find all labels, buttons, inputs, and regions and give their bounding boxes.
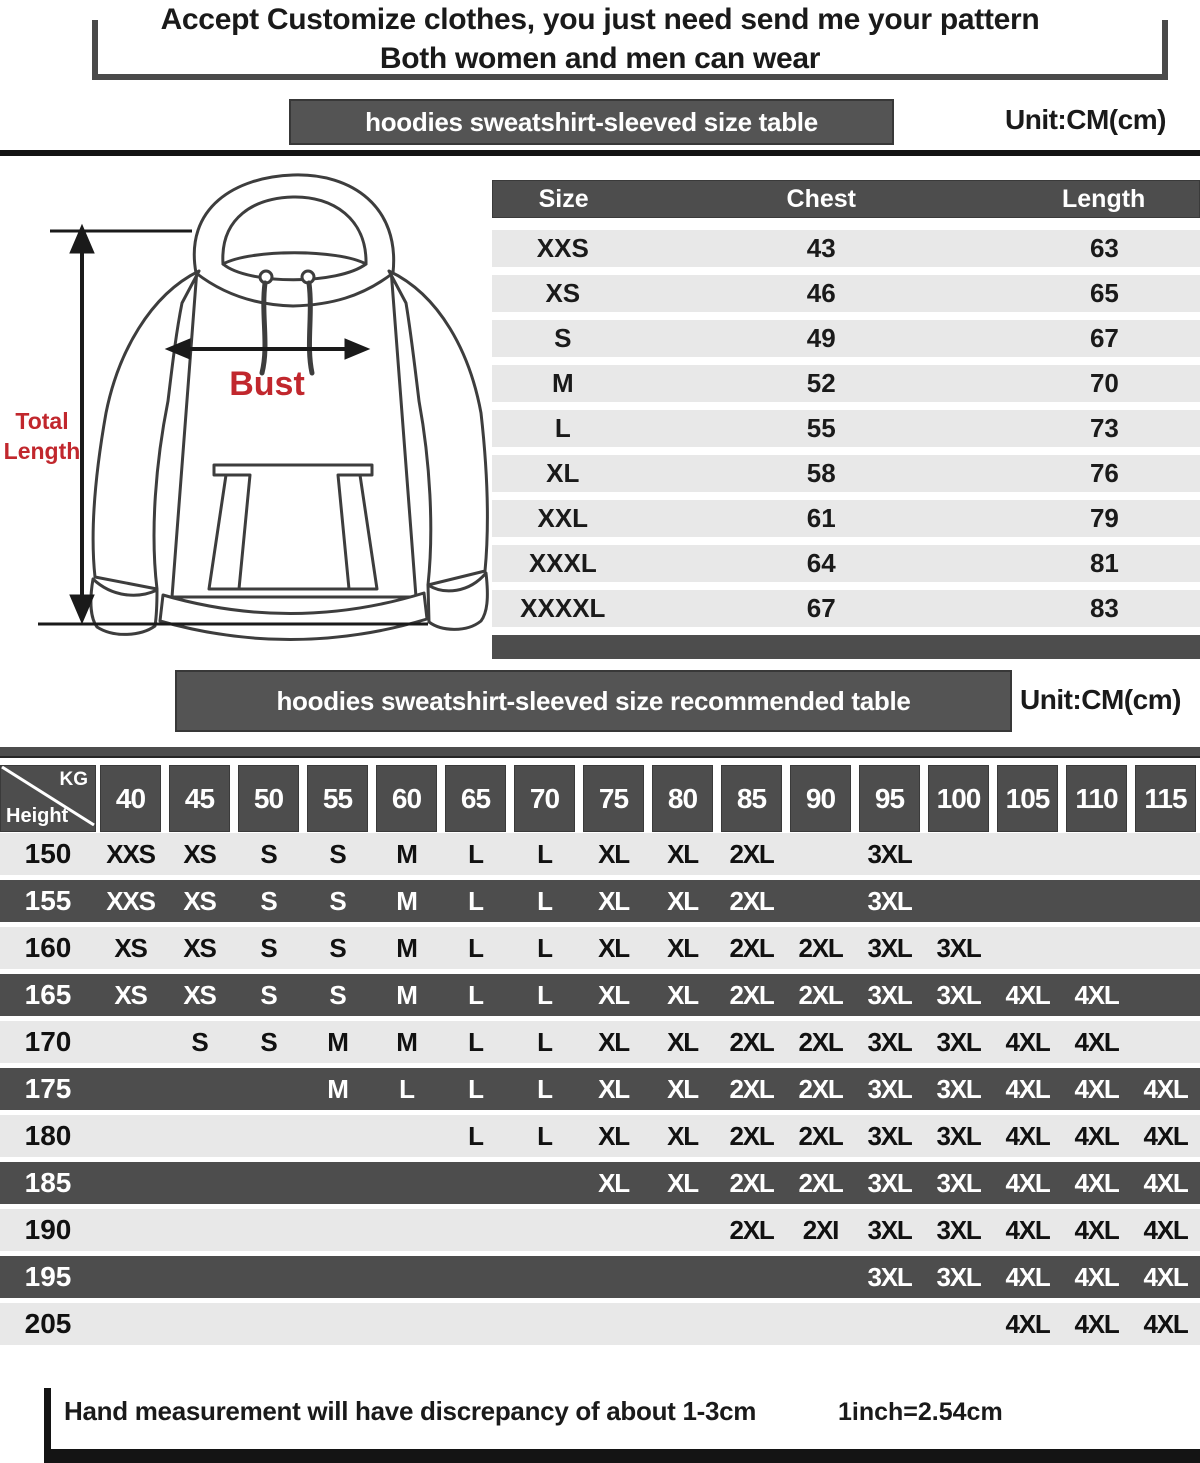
weight-column-header: 115 [1135,765,1196,832]
size-table-cell: XXXXL [520,593,606,623]
size-table-cell: 73 [1089,413,1119,443]
matrix-size-cell: L [468,838,483,869]
matrix-height-label: 190 [24,1214,72,1245]
matrix-height-label: 160 [24,932,72,963]
matrix-size-cell: 3XL [936,1026,981,1057]
weight-column-header: 70 [514,765,575,832]
matrix-size-cell: L [537,1073,552,1104]
matrix-size-cell: L [537,932,552,963]
matrix-size-cell: 3XL [936,932,981,963]
matrix-height-label: 170 [24,1026,72,1057]
matrix-rows [0,833,1200,1345]
column-header-length: Length [1062,184,1146,213]
matrix-size-cell: XL [598,1167,629,1198]
matrix-size-cell: L [468,979,483,1010]
matrix-size-cell: L [537,885,552,916]
recommended-size-matrix [0,765,1200,1350]
size-table-cell: 79 [1089,503,1119,533]
matrix-size-cell: 3XL [867,838,912,869]
matrix-size-cell: 4XL [1074,1026,1119,1057]
matrix-size-cell: 3XL [936,1073,981,1104]
matrix-size-cell: XXS [106,885,155,916]
size-table-cell: 65 [1089,278,1119,308]
page-title [0,0,1200,78]
matrix-size-cell: 4XL [1005,1214,1050,1245]
weight-column-header: 75 [583,765,644,832]
matrix-size-cell: 3XL [867,1261,912,1292]
size-table-cell: 61 [806,503,836,533]
matrix-height-label: 195 [24,1261,72,1292]
matrix-size-cell: S [329,979,346,1010]
matrix-size-cell: L [537,1026,552,1057]
unit-label-2: Unit:CM(cm) [1020,684,1181,715]
size-table-footer-bar [492,635,1200,659]
footer-bottom-bar [44,1449,1200,1463]
matrix-size-cell: S [329,932,346,963]
matrix-size-cell: XS [114,932,147,963]
size-table-cell: 49 [806,323,836,353]
matrix-size-cell: L [468,1120,483,1151]
weight-column-header: 100 [928,765,989,832]
matrix-row [0,1068,1200,1110]
matrix-size-cell: 4XL [1074,1167,1119,1198]
matrix-size-cell: 2XL [798,1026,843,1057]
matrix-size-cell: L [468,885,483,916]
matrix-size-cell: 3XL [936,1120,981,1151]
matrix-size-cell: XL [667,979,698,1010]
matrix-size-cell: 2XI [802,1214,839,1245]
matrix-size-cell: XL [598,838,629,869]
matrix-size-cell: S [329,885,346,916]
size-table-row [492,590,1200,627]
matrix-size-cell: 3XL [936,1167,981,1198]
matrix-row [0,1115,1200,1157]
size-table-cell: M [551,368,574,398]
size-table-row [492,230,1200,267]
matrix-height-label: 205 [24,1308,72,1339]
matrix-size-cell: 3XL [936,1214,981,1245]
matrix-size-cell: 4XL [1143,1214,1188,1245]
inch-conversion-note: 1inch=2.54cm [838,1398,1003,1426]
page-title-line1: Accept Customize clothes, you just need send me your pattern [160,3,1040,36]
matrix-size-cell: S [260,1026,277,1057]
matrix-size-cell: 4XL [1005,979,1050,1010]
matrix-size-cell: 2XL [729,1073,774,1104]
matrix-size-cell: 3XL [867,979,912,1010]
matrix-size-cell: 4XL [1074,1308,1119,1339]
matrix-size-cell: 2XL [798,932,843,963]
matrix-size-cell: XS [183,979,216,1010]
matrix-size-cell: 4XL [1074,1214,1119,1245]
matrix-row [0,974,1200,1016]
size-table-row [492,500,1200,537]
matrix-size-cell: 2XL [798,1073,843,1104]
size-table-cell: 81 [1089,548,1119,578]
matrix-size-cell: 4XL [1005,1120,1050,1151]
matrix-row [0,1162,1200,1204]
matrix-size-cell: M [396,1026,417,1057]
matrix-size-cell: S [191,1026,208,1057]
unit-label-1: Unit:CM(cm) [1005,104,1166,135]
matrix-size-cell: S [260,838,277,869]
matrix-size-cell: L [537,1120,552,1151]
weight-column-header: 50 [238,765,299,832]
drawstring-left [262,283,265,373]
matrix-row [0,1209,1200,1251]
matrix-size-cell: 4XL [1143,1120,1188,1151]
weight-column-header: 60 [376,765,437,832]
matrix-size-cell: S [260,885,277,916]
matrix-size-cell: 3XL [867,1167,912,1198]
hoodie-waistband [160,593,427,640]
matrix-height-label: 175 [24,1073,72,1104]
matrix-size-cell: XL [598,885,629,916]
weight-column-header: 95 [859,765,920,832]
matrix-size-cell: 4XL [1143,1073,1188,1104]
matrix-size-cell: 3XL [867,1073,912,1104]
matrix-size-cell: 4XL [1143,1167,1188,1198]
size-table-cell: L [554,413,571,443]
size-table-cell: 83 [1089,593,1119,623]
matrix-size-cell: L [537,838,552,869]
matrix-size-cell: 2XL [729,979,774,1010]
matrix-size-cell: L [399,1073,414,1104]
size-table-row [492,275,1200,312]
matrix-size-cell: 4XL [1143,1261,1188,1292]
matrix-size-cell: S [260,932,277,963]
size-table-cell: 46 [806,278,836,308]
matrix-size-cell: XXS [106,838,155,869]
size-table-cell: 52 [806,368,836,398]
matrix-size-cell: 4XL [1143,1308,1188,1339]
matrix-row [0,1303,1200,1345]
matrix-size-cell: M [396,932,417,963]
size-table-rows [492,230,1200,627]
matrix-size-cell: 2XL [729,932,774,963]
matrix-size-cell: 4XL [1005,1261,1050,1292]
weight-column-header: 65 [445,765,506,832]
size-table-row [492,365,1200,402]
corner-kg-label: KG [59,769,88,790]
matrix-weight-row [0,765,1200,827]
matrix-height-label: 185 [24,1167,72,1198]
size-table-banner: hoodies sweatshirt-sleeved size table [289,99,894,145]
matrix-size-cell: 2XL [729,1167,774,1198]
matrix-size-cell: S [329,838,346,869]
size-table-cell: XXXL [528,548,597,578]
matrix-size-cell: L [468,932,483,963]
divider-line-1 [0,150,1200,156]
matrix-size-cell: L [468,1073,483,1104]
divider-line-2 [0,747,1200,758]
matrix-size-cell: 2XL [798,1120,843,1151]
size-table-row [492,545,1200,582]
size-table-cell: XS [545,278,581,308]
size-table-cell: XL [546,458,580,488]
weight-column-header: 55 [307,765,368,832]
matrix-size-cell: 4XL [1074,979,1119,1010]
size-table-cell: 70 [1089,368,1119,398]
matrix-size-cell: XL [598,1026,629,1057]
size-table-row [492,410,1200,447]
matrix-size-cell: XL [667,1167,698,1198]
matrix-size-cell: 4XL [1005,1073,1050,1104]
matrix-size-cell: 3XL [867,1214,912,1245]
matrix-size-cell: XS [183,838,216,869]
matrix-size-cell: XL [598,1120,629,1151]
matrix-size-cell: 4XL [1074,1261,1119,1292]
matrix-size-cell: XL [598,932,629,963]
size-table-cell: XXS [536,233,589,263]
matrix-size-cell: XL [667,1120,698,1151]
matrix-row [0,1021,1200,1063]
weight-column-header: 80 [652,765,713,832]
matrix-size-cell: XS [114,979,147,1010]
matrix-size-cell: 2XL [729,885,774,916]
size-table [492,180,1200,659]
size-table-cell: 67 [806,593,836,623]
size-table-cell: 63 [1089,233,1119,263]
footer-left-bar [44,1388,51,1452]
matrix-size-cell: 3XL [867,932,912,963]
size-table-cell: 55 [806,413,836,443]
matrix-height-label: 165 [24,979,72,1010]
weight-column-header: 105 [997,765,1058,832]
matrix-size-cell: 2XL [729,1120,774,1151]
matrix-size-cell: XL [667,838,698,869]
matrix-size-cell: XS [183,932,216,963]
size-table-cell: 64 [806,548,836,578]
matrix-size-cell: M [396,885,417,916]
total-length-arrowhead-top [70,225,94,253]
matrix-size-cell: 4XL [1005,1308,1050,1339]
matrix-size-cell: XL [667,1073,698,1104]
column-header-chest: Chest [786,184,856,213]
matrix-height-label: 150 [24,838,72,869]
matrix-size-cell: 2XL [798,979,843,1010]
matrix-height-label: 155 [24,885,72,916]
matrix-size-cell: 2XL [798,1167,843,1198]
size-table-cell: 67 [1089,323,1119,353]
corner-height-label: Height [6,805,69,827]
matrix-size-cell: 3XL [867,1120,912,1151]
size-table-row [492,320,1200,357]
matrix-size-cell: 2XL [729,838,774,869]
matrix-size-cell: 4XL [1005,1167,1050,1198]
weight-column-header: 40 [100,765,161,832]
matrix-size-cell: XL [667,932,698,963]
matrix-height-label: 180 [24,1120,72,1151]
weight-column-header: 45 [169,765,230,832]
matrix-size-cell: 4XL [1074,1120,1119,1151]
total-length-label-line2: Length [3,438,81,464]
recommended-table-banner: hoodies sweatshirt-sleeved size recommended table [175,670,1012,732]
matrix-size-cell: XL [598,979,629,1010]
weight-column-header: 110 [1066,765,1127,832]
weight-column-header: 85 [721,765,782,832]
size-table-header [492,180,1200,218]
matrix-size-cell: XL [667,885,698,916]
hoodie-pocket [209,465,377,589]
column-header-size: Size [538,184,589,213]
matrix-size-cell: 3XL [936,1261,981,1292]
matrix-size-cell: 3XL [936,979,981,1010]
size-table-cell: S [554,323,572,353]
weight-column-header: 90 [790,765,851,832]
matrix-size-cell: 4XL [1005,1026,1050,1057]
matrix-size-cell: L [468,1026,483,1057]
size-table-cell: XXL [537,503,589,533]
size-table-cell: 43 [806,233,836,263]
matrix-size-cell: XL [667,1026,698,1057]
matrix-size-cell: S [260,979,277,1010]
matrix-size-cell: M [396,838,417,869]
hoodie-measurement-diagram [0,163,490,661]
matrix-size-cell: XL [598,1073,629,1104]
measurement-note: Hand measurement will have discrepancy of about 1-3cm [64,1396,757,1426]
total-length-label-line1: Total [15,408,69,434]
size-table-cell: 58 [806,458,836,488]
matrix-size-cell: 3XL [867,1026,912,1057]
page-title-line2: Both women and men can wear [379,42,821,75]
bust-label: Bust [229,365,305,403]
matrix-size-cell: XS [183,885,216,916]
size-table-cell: 76 [1089,458,1119,488]
size-table-row [492,455,1200,492]
matrix-row [0,927,1200,969]
matrix-size-cell: M [327,1026,348,1057]
matrix-size-cell: 4XL [1074,1073,1119,1104]
matrix-row [0,880,1200,922]
matrix-row [0,1256,1200,1298]
matrix-size-cell: 2XL [729,1026,774,1057]
matrix-size-cell: 2XL [729,1214,774,1245]
matrix-size-cell: M [396,979,417,1010]
matrix-size-cell: M [327,1073,348,1104]
matrix-size-cell: 3XL [867,885,912,916]
matrix-size-cell: L [537,979,552,1010]
drawstring-right [309,283,312,373]
matrix-row [0,833,1200,875]
matrix-corner-cell [0,765,96,832]
